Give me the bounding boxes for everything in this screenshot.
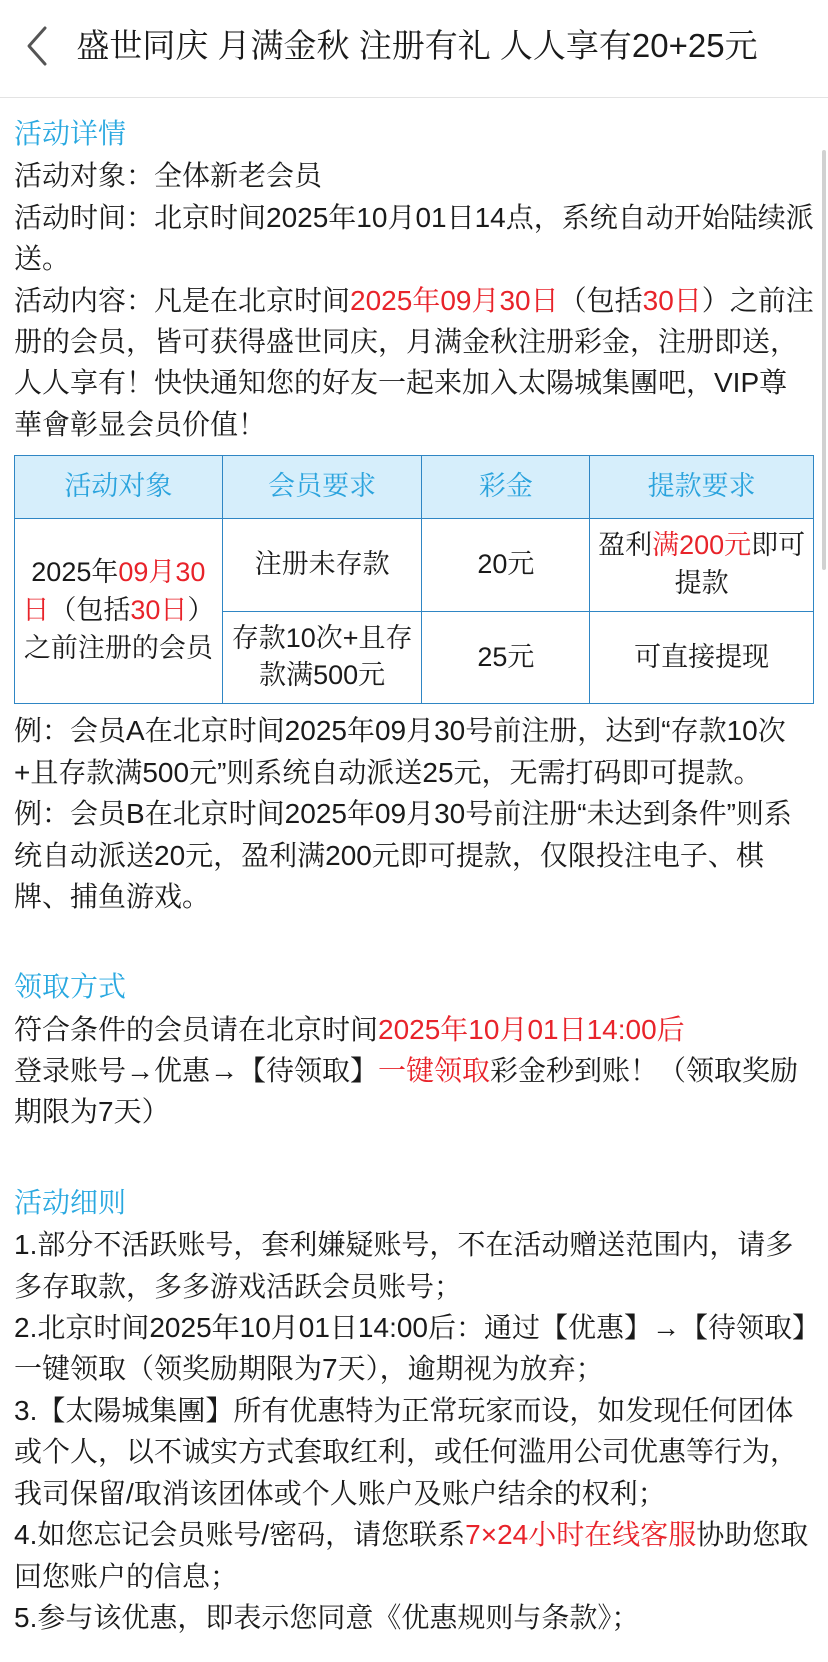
activity-content-label: 活动内容：: [14, 284, 155, 316]
activity-content-date: 2025年09月30日: [350, 284, 559, 316]
rule4-support: 7×24小时在线客服: [465, 1519, 697, 1551]
table-cell-requirement-2: 存款10次+且存款满500元: [222, 611, 422, 704]
table-cell-withdraw-2: 可直接提现: [590, 611, 814, 704]
target-date: 09月30日: [22, 557, 206, 626]
activity-content-day: 30日: [642, 284, 702, 316]
target-mid: （包括: [49, 595, 131, 626]
rule-item-4: [14, 1514, 814, 1597]
activity-time-label: 活动时间：: [14, 201, 155, 233]
rule-item-1: 1.部分不活跃账号，套利嫌疑账号，不在活动赠送范围内，请多多存取款，多多游戏活跃会员账号；: [14, 1229, 794, 1302]
page-header: [0, 0, 828, 98]
page-content: [0, 98, 828, 1662]
table-row: [15, 519, 814, 612]
example-b: 例：会员B在北京时间2025年09月30号前注册“未达到条件”则系统自动派送20元，盈利满200元即可提款，仅限投注电子、棋牌、捕鱼游戏。: [14, 798, 792, 912]
target-day: 30日: [130, 595, 188, 626]
table-header-bonus: 彩金: [422, 456, 590, 519]
activity-content-line: [14, 280, 814, 446]
table-cell-withdraw-1: [590, 519, 814, 612]
activity-content-part2: （包括: [558, 284, 643, 316]
claim-line2-pre: 登录账号→优惠→【待领取】: [14, 1055, 379, 1087]
table-cell-target: [15, 519, 223, 704]
scrollbar[interactable]: [822, 150, 826, 570]
rule-item-2: 2.北京时间2025年10月01日14:00后：通过【优惠】→【待领取】一键领取（领奖励期限为7天），逾期视为放弃；: [14, 1311, 807, 1385]
activity-content-part1: 凡是在北京时间: [154, 284, 351, 316]
claim-line2-post: 彩金秒到账！（领取奖励期限为7天）: [14, 1055, 799, 1128]
section-title-claim: 领取方式: [14, 971, 127, 1003]
page-title: 盛世同庆 月满金秋 注册有礼 人人享有20+25元: [76, 27, 758, 65]
activity-content-part3: ）之前注册的会员，皆可获得盛世同庆，月满金秋注册彩金，注册即送，人人享有！快快通知您的好友一起来加入太陽城集團吧，VIP尊華會彰显会员价值！: [14, 284, 814, 440]
activity-time-value: 北京时间2025年10月01日14点，系统自动开始陆续派送。: [14, 201, 814, 275]
rule-item-3: 3.【太陽城集團】所有优惠特为正常玩家而设，如发现任何团体或个人，以不诚实方式套取红利，或任何滥用公司优惠等行为，我司保留/取消该团体或个人账户及账户结余的权利；: [14, 1394, 799, 1509]
claim-line-1: [14, 1009, 814, 1050]
withdraw-amount: 满200元: [652, 530, 752, 561]
activity-target-line: [14, 155, 814, 196]
example-a: 例：会员A在北京时间2025年09月30号前注册，达到“存款10次+且存款满500元”则系统自动派送25元，无需打码即可提款。: [14, 715, 786, 788]
back-button[interactable]: [14, 24, 60, 68]
table-cell-bonus-2: 25元: [422, 611, 590, 704]
activity-time-line: [14, 197, 814, 280]
rule4-pre: 4.如您忘记会员账号/密码，请您联系: [14, 1519, 466, 1551]
claim-line-2: [14, 1050, 814, 1133]
claim-line1-time: 2025年10月01日14:00后: [378, 1013, 685, 1045]
claim-one-click: 一键领取: [378, 1055, 491, 1087]
activity-target-value: 全体新老会员: [154, 160, 323, 192]
promotion-table: [14, 455, 814, 704]
withdraw-post: 即可提款: [674, 530, 806, 598]
chevron-left-icon: [24, 24, 50, 68]
target-post: ）之前注册的会员: [23, 595, 215, 664]
claim-line1-pre: 符合条件的会员请在北京时间: [14, 1013, 379, 1045]
rule4-post: 协助您取回您账户的信息；: [14, 1519, 809, 1592]
withdraw-pre: 盈利: [598, 530, 653, 561]
table-cell-bonus-1: 20元: [422, 519, 590, 612]
activity-target-label: 活动对象：: [14, 160, 155, 192]
section-title-rules: 活动细则: [14, 1186, 127, 1218]
target-pre: 2025年: [31, 557, 119, 588]
table-cell-requirement-1: 注册未存款: [222, 519, 422, 612]
table-header-row: [15, 456, 814, 519]
section-title-details: 活动详情: [14, 118, 127, 149]
table-header-requirement: 会员要求: [222, 456, 422, 519]
rule-item-5: 5.参与该优惠，即表示您同意《优惠规则与条款》；: [14, 1602, 640, 1634]
table-header-withdraw: 提款要求: [590, 456, 814, 519]
table-header-target: 活动对象: [15, 456, 223, 519]
